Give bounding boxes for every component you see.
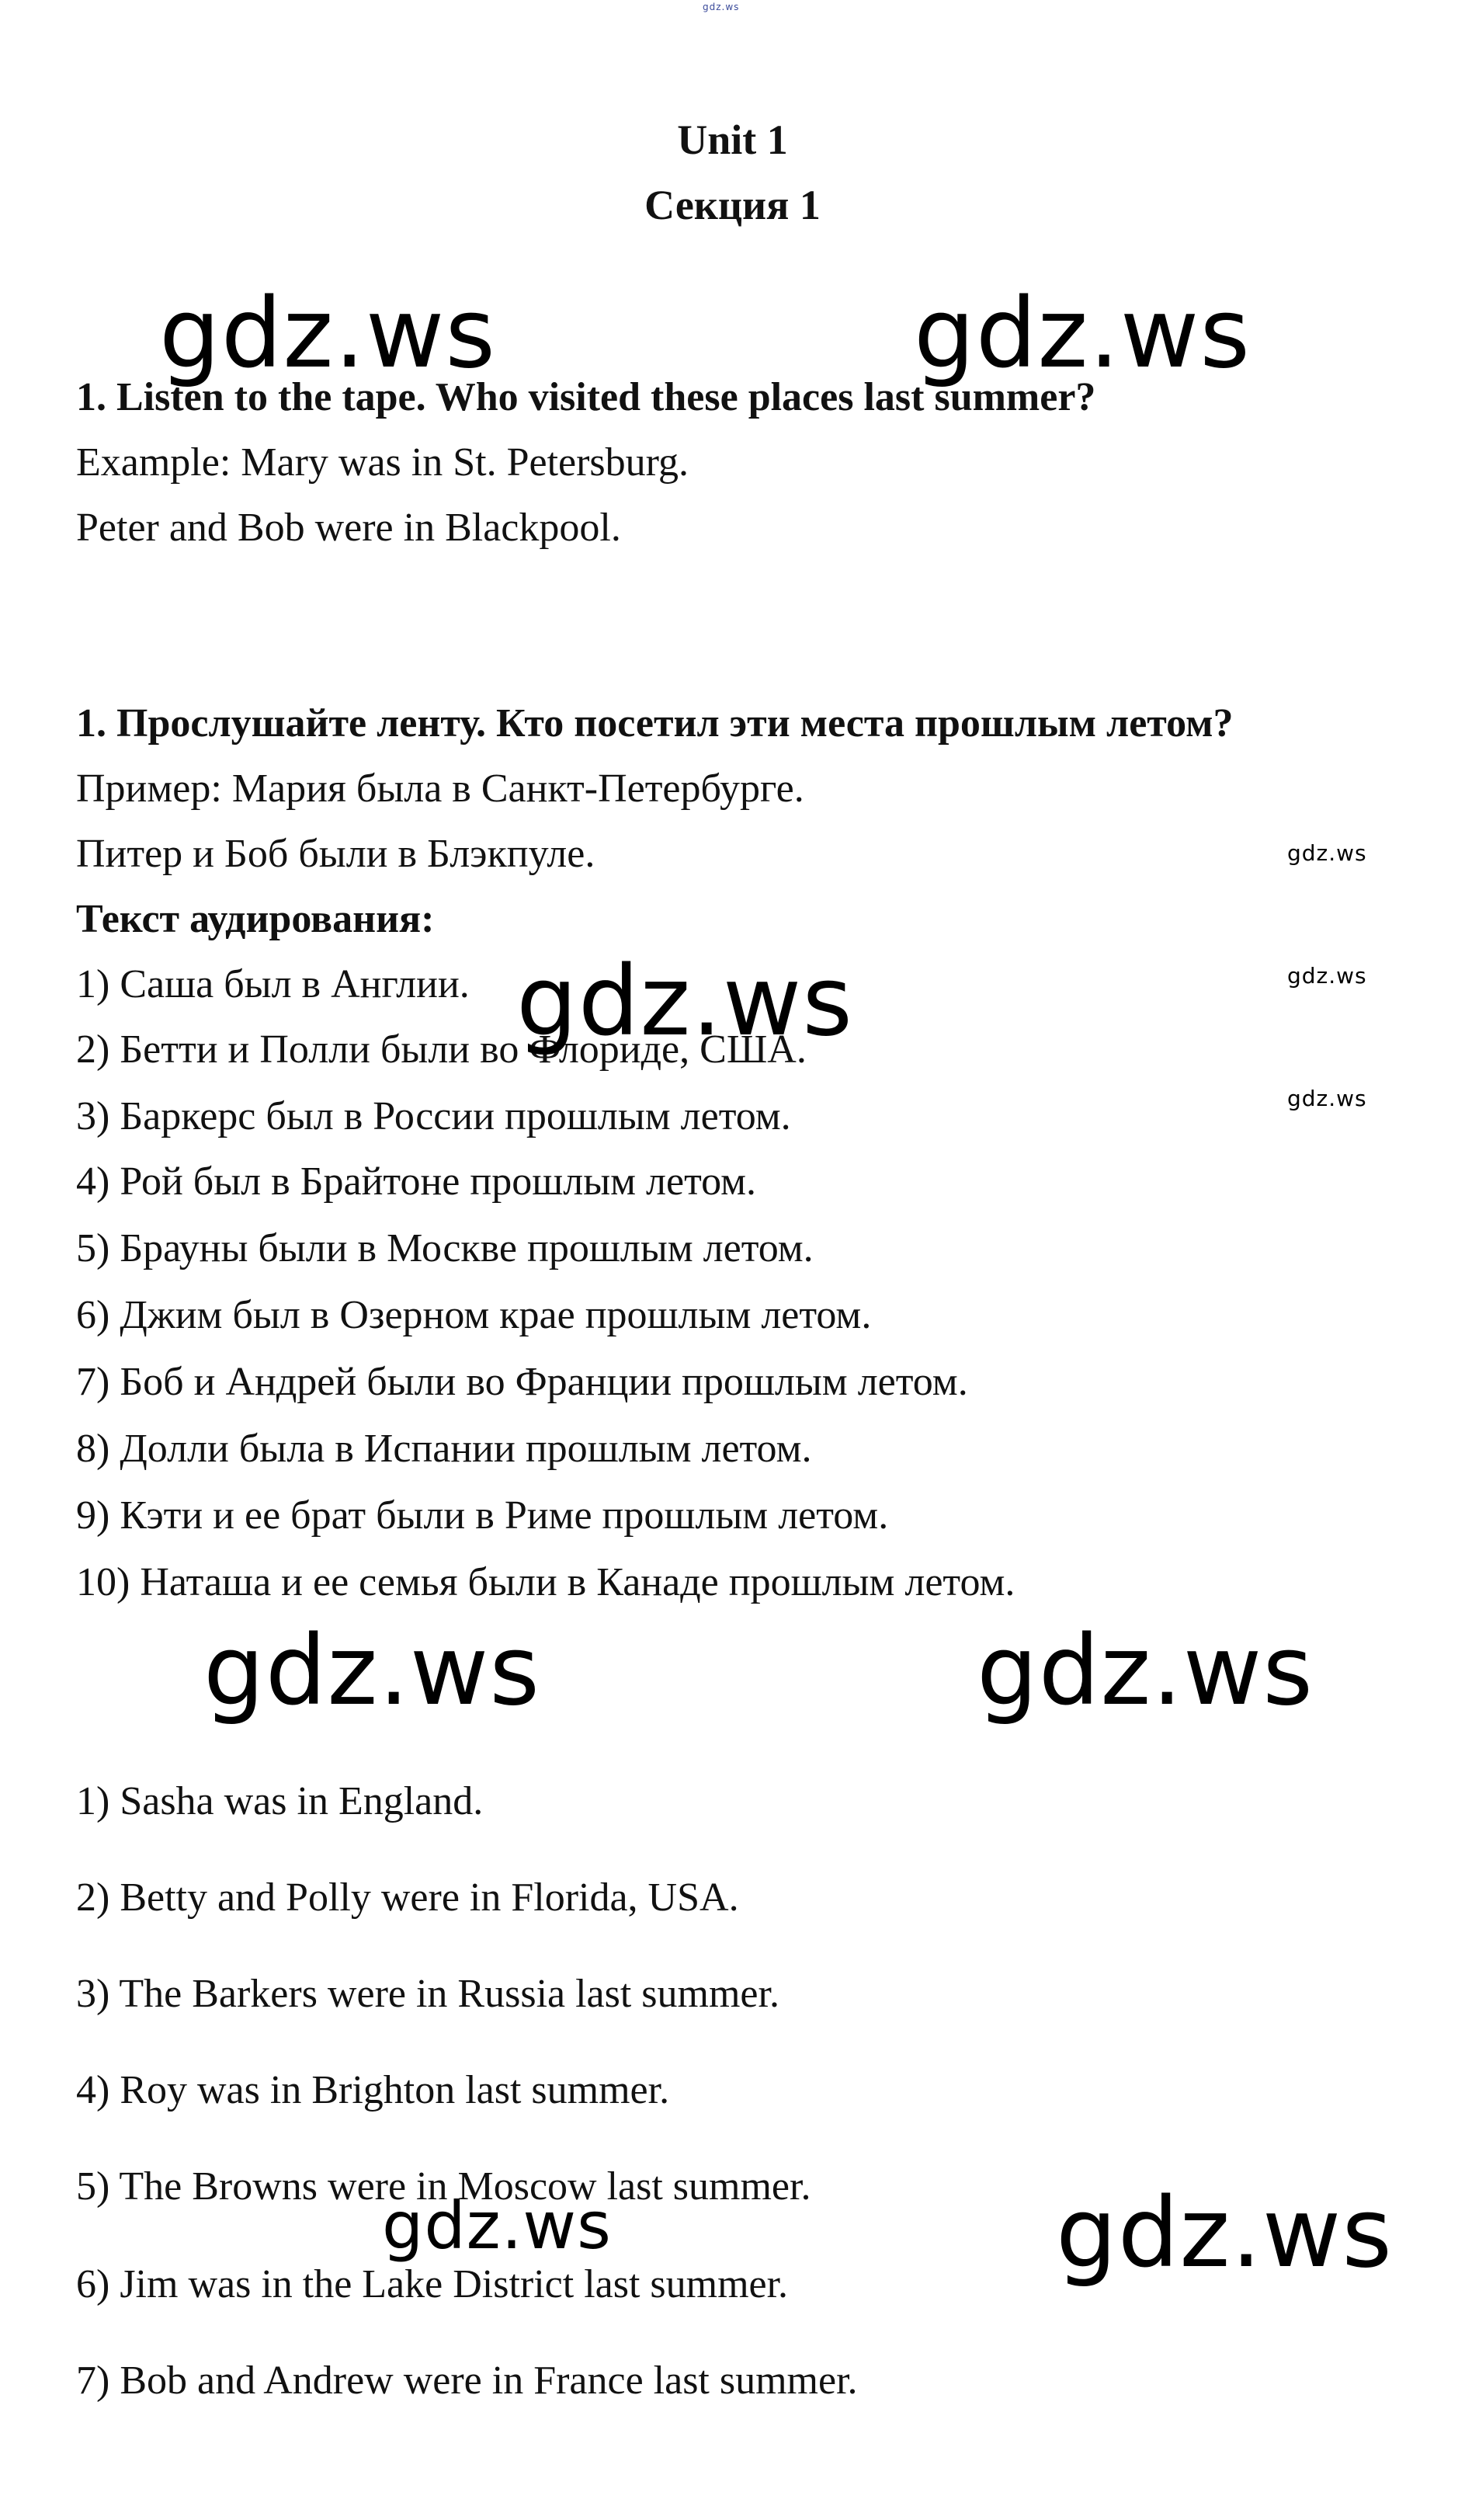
watermark-small: gdz.ws <box>1287 1086 1367 1111</box>
listening-en-item: 3) The Barkers were in Russia last summer. <box>76 1972 779 2016</box>
unit-title: Unit 1 <box>677 116 788 163</box>
watermark: gdz.ws <box>977 1615 1314 1727</box>
watermark: gdz.ws <box>203 1615 540 1727</box>
exercise-en-example: Example: Mary was in St. Petersburg. <box>76 440 689 485</box>
listening-en-item: 5) The Browns were in Moscow last summer. <box>76 2164 811 2209</box>
watermark-small: gdz.ws <box>1287 840 1367 866</box>
listening-en-item: 2) Betty and Polly were in Florida, USA. <box>76 1875 739 1920</box>
listening-ru-item: 9) Кэти и ее брат были в Риме прошлым летом. <box>76 1493 889 1538</box>
listening-title: Текст аудирования: <box>76 897 435 941</box>
listening-ru-item: 1) Саша был в Англии. <box>76 962 470 1006</box>
watermark: gdz.ws <box>914 278 1251 390</box>
listening-en-item: 6) Jim was in the Lake District last summer. <box>76 2262 789 2306</box>
listening-en-item: 4) Roy was in Brighton last summer. <box>76 2068 670 2112</box>
watermark-tiny: gdz.ws <box>703 2 740 12</box>
listening-ru-item: 5) Брауны были в Москве прошлым летом. <box>76 1226 814 1270</box>
exercise-ru-heading: 1. Прослушайте ленту. Кто посетил эти места прошлым летом? <box>76 701 1234 746</box>
watermark: gdz.ws <box>159 278 496 390</box>
exercise-en-answer: Peter and Bob were in Blackpool. <box>76 506 621 550</box>
section-title: Секция 1 <box>644 182 821 228</box>
exercise-en-heading: 1. Listen to the tape. Who visited these places last summer? <box>76 375 1096 419</box>
listening-ru-item: 10) Наташа и ее семья были в Канаде прошлым летом. <box>76 1560 1015 1604</box>
listening-ru-item: 2) Бетти и Полли были во Флориде, США. <box>76 1027 807 1072</box>
listening-ru-item: 6) Джим был в Озерном крае прошлым летом. <box>76 1293 872 1337</box>
watermark: gdz.ws <box>382 2188 612 2264</box>
watermark: gdz.ws <box>516 946 853 1058</box>
watermark-small: gdz.ws <box>1287 963 1367 989</box>
listening-ru-item: 4) Рой был в Брайтоне прошлым летом. <box>76 1159 757 1204</box>
exercise-ru-answer: Питер и Боб были в Блэкпуле. <box>76 832 595 876</box>
listening-ru-item: 3) Баркерс был в России прошлым летом. <box>76 1094 791 1138</box>
listening-ru-item: 8) Долли была в Испании прошлым летом. <box>76 1427 812 1471</box>
listening-en-item: 1) Sasha was in England. <box>76 1779 484 1823</box>
listening-en-item: 7) Bob and Andrew were in France last summer. <box>76 2358 858 2403</box>
exercise-ru-example: Пример: Мария была в Санкт-Петербурге. <box>76 766 804 811</box>
listening-ru-item: 7) Боб и Андрей были во Франции прошлым летом. <box>76 1360 968 1404</box>
watermark: gdz.ws <box>1056 2178 1393 2289</box>
